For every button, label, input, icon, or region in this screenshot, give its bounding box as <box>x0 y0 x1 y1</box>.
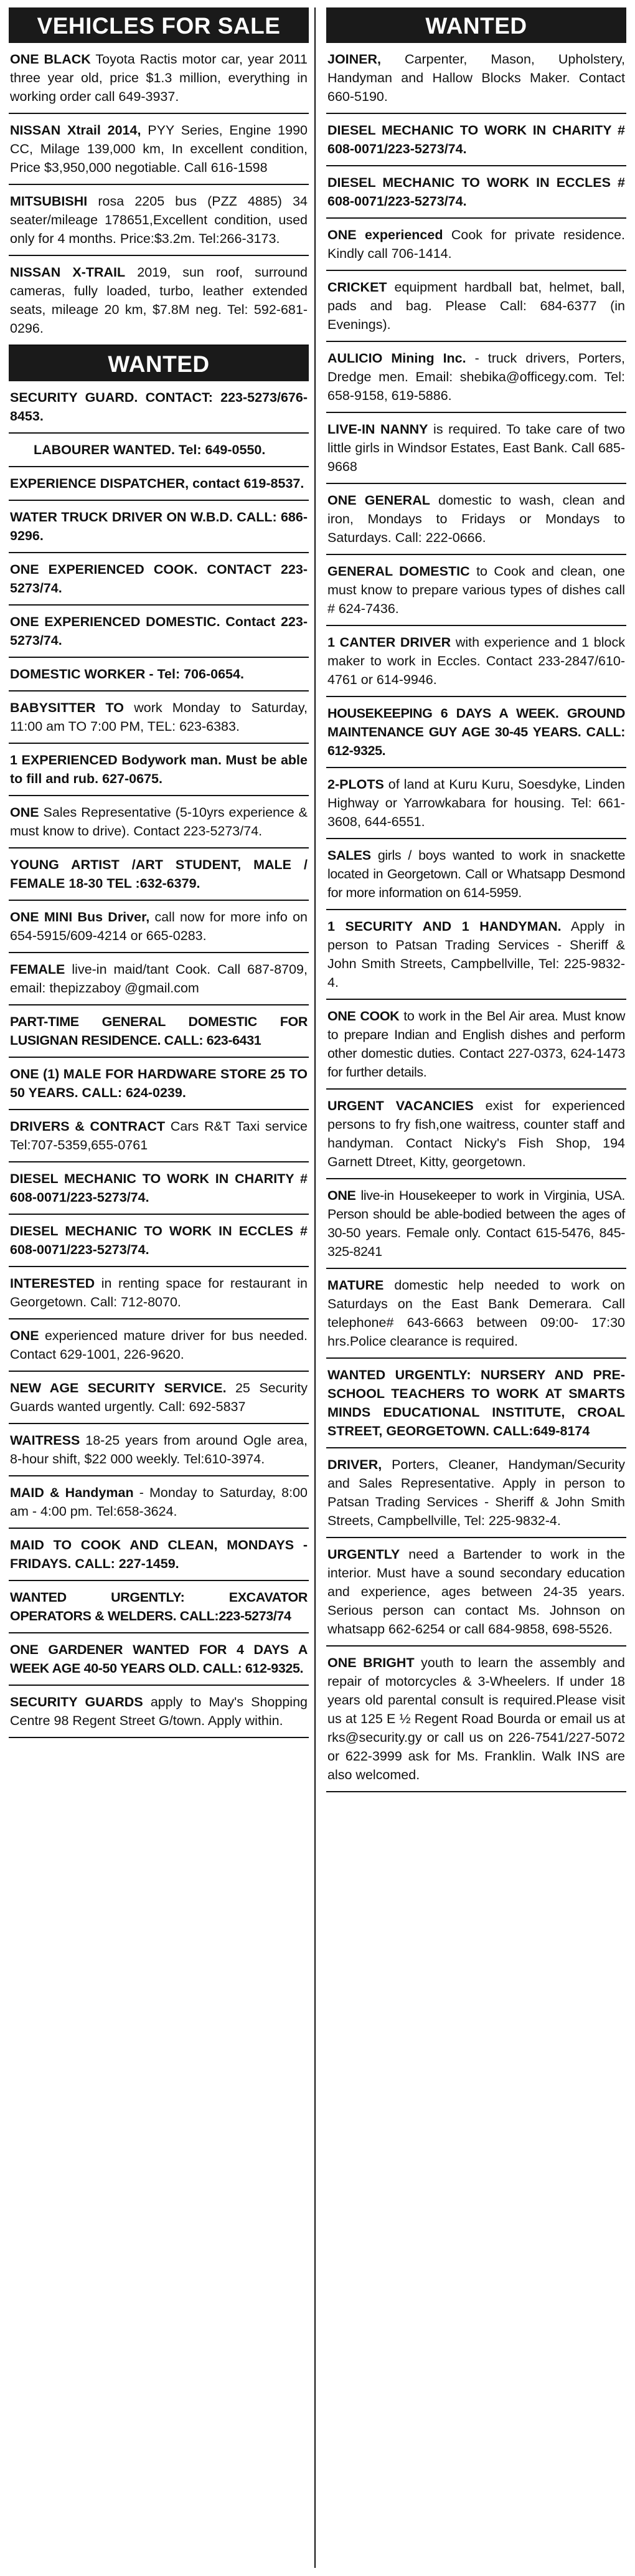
ad-body-text: call now for more info on 654-5915/609-4214 or 665-0283. <box>10 910 308 943</box>
ad-lead-text: YOUNG ARTIST /ART STUDENT, MALE / FEMALE 18-30 TEL :632-6379. <box>10 857 308 891</box>
ad-body-text: to work in the Bel Air area. Must know to prepare Indian and English dishes and perform other domestic duties. Contact 227-0373, 624-1473 for further details. <box>327 1009 625 1080</box>
ad-body-text: equipment hardball bat, helmet, ball, pads and bag. Please Call: 684-6377 (in Evenings). <box>327 280 625 332</box>
wanted-ad <box>326 1000 626 1090</box>
wanted-ad <box>326 484 626 555</box>
vehicles-list <box>9 43 309 346</box>
ad-lead-text: DRIVERS & CONTRACT <box>10 1119 166 1134</box>
vehicle-ad <box>9 43 309 114</box>
wanted-ad <box>9 744 309 796</box>
ad-lead-text: 1 EXPERIENCED Bodywork man. Must be able to fill and rub. 627-0675. <box>10 753 308 786</box>
wanted-ad <box>326 626 626 697</box>
wanted-ad <box>9 953 309 1005</box>
wanted-ad <box>9 848 309 901</box>
wanted-ad <box>9 501 309 553</box>
ad-body-text: 25 Security Guards wanted urgently. Call: 692-5837 <box>10 1381 308 1414</box>
wanted-ad <box>326 1538 626 1647</box>
left-column <box>9 7 309 1738</box>
ad-lead-text: DRIVER, <box>327 1457 382 1472</box>
vehicles-for-sale-header: VEHICLES FOR SALE <box>9 7 309 43</box>
wanted-ad <box>9 553 309 606</box>
ad-lead-text: INTERESTED <box>10 1276 95 1291</box>
ad-lead-text: ONE GARDENER WANTED FOR 4 DAYS A WEEK AGE 40-50 YEARS OLD. CALL: 612-9325. <box>10 1642 308 1676</box>
wanted-ad <box>326 1359 626 1448</box>
wanted-ad <box>326 1090 626 1179</box>
ad-body-text: PYY Series, Engine 1990 CC, Milage 139,000 km, In excellent condition, Price $3,950,000 negotiable. Call 616-1598 <box>10 123 308 175</box>
right-wanted-list <box>326 43 626 1792</box>
ad-body-text: domestic to wash, clean and iron, Mondays to Fridays or Mondays to Saturdays. Call: 222-0666. <box>327 493 625 545</box>
ad-lead-text: BABYSITTER TO <box>10 700 125 715</box>
wanted-ad <box>326 43 626 114</box>
wanted-ad <box>9 434 309 467</box>
ad-lead-text: ONE <box>10 805 39 820</box>
wanted-ad <box>326 271 626 342</box>
wanted-ad <box>326 413 626 484</box>
ad-body-text: rosa 2205 bus (PZZ 4885) 34 seater/mileage 178651,Excellent condition, used only for 4 months. Price:$3.2m. Tel:266-3173. <box>10 194 308 246</box>
ad-lead-text: 1 CANTER DRIVER <box>327 635 451 650</box>
wanted-ad <box>326 768 626 839</box>
column-divider <box>314 7 316 2568</box>
ad-lead-text: NISSAN X-TRAIL <box>10 265 126 280</box>
wanted-ad <box>326 1269 626 1359</box>
ad-body-text: Carpenter, Mason, Upholstery, Handyman and Hallow Blocks Maker. Contact 660-5190. <box>327 52 625 104</box>
ad-body-text: Apply in person to Patsan Trading Services - Sheriff & John Smith Streets, Campbellville, Tel: 225-9832-4. <box>327 919 625 990</box>
ad-body-text: need a Bartender to work in the interior. Must have a sound secondary education and experience, ages between 24-35 years. Serious person can contact Ms. Johnson on whatsapp 662-6254 or call 684-9858, 698-5526. <box>327 1547 625 1637</box>
wanted-ad <box>9 901 309 953</box>
ad-lead-text: EXPERIENCE DISPATCHER, contact 619-8537. <box>10 476 304 491</box>
wanted-ad <box>9 1005 309 1058</box>
ad-body-text: apply to May's Shopping Centre 98 Regent Street G/town. Apply within. <box>10 1694 308 1728</box>
wanted-ad <box>9 606 309 658</box>
ad-lead-text: ONE <box>327 1188 356 1203</box>
ad-lead-text: ONE BLACK <box>10 52 91 67</box>
wanted-ad <box>9 381 309 434</box>
ad-lead-text: DIESEL MECHANIC TO WORK IN CHARITY # 608-0071/223-5273/74. <box>327 123 625 156</box>
ad-lead-text: PART-TIME GENERAL DOMESTIC FOR LUSIGNAN RESIDENCE. CALL: 623-6431 <box>10 1014 308 1048</box>
wanted-ad <box>326 219 626 271</box>
ad-lead-text: LABOURER WANTED. Tel: 649-0550. <box>34 442 266 457</box>
ad-lead-text: URGENT VACANCIES <box>327 1098 474 1113</box>
vehicle-ad <box>9 256 309 346</box>
wanted-ad <box>9 692 309 744</box>
ad-body-text: - Monday to Saturday, 8:00 am - 4:00 pm. Tel:658-3624. <box>10 1485 308 1519</box>
ad-lead-text: WAITRESS <box>10 1433 80 1448</box>
wanted-ad <box>326 1647 626 1792</box>
ad-lead-text: SECURITY GUARDS <box>10 1694 143 1709</box>
left-wanted-header: WANTED <box>9 346 309 381</box>
wanted-ad <box>326 839 626 910</box>
wanted-ad <box>326 555 626 626</box>
wanted-ad <box>9 1058 309 1110</box>
left-wanted-list <box>9 381 309 1738</box>
ad-lead-text: SALES <box>327 848 371 863</box>
wanted-ad <box>326 910 626 1000</box>
ad-lead-text: 1 SECURITY AND 1 HANDYMAN. <box>327 919 562 934</box>
ad-lead-text: JOINER, <box>327 52 382 67</box>
ad-body-text: youth to learn the assembly and repair of motorcycles & 3-Wheelers. If under 18 years old parental consult is required.Please visit us at 125 E ½ Regent Road Bourda or email us at rks@security.gy or call us on 226-7541/227-5072 or 622-3999 ask for Ms. Franklin. Walk INS are also welcomed. <box>327 1655 625 1782</box>
wanted-ad <box>326 1179 626 1269</box>
ad-lead-text: WANTED URGENTLY: EXCAVATOR OPERATORS & WELDERS. CALL:223-5273/74 <box>10 1590 308 1623</box>
wanted-ad <box>326 342 626 413</box>
wanted-ad <box>9 1110 309 1162</box>
ad-body-text: experienced mature driver for bus needed. Contact 629-1001, 226-9620. <box>10 1328 308 1362</box>
wanted-ad <box>326 166 626 219</box>
wanted-ad <box>9 1215 309 1267</box>
ad-lead-text: ONE MINI Bus Driver, <box>10 910 150 924</box>
ad-body-text: - truck drivers, Porters, Dredge men. Email: shebika@officegy.com. Tel: 658-9158, 619-5886. <box>327 351 626 403</box>
wanted-ad <box>9 1686 309 1738</box>
wanted-ad <box>326 114 626 166</box>
ad-lead-text: MITSUBISHI <box>10 194 88 209</box>
wanted-ad <box>326 697 626 768</box>
ad-body-text: is required. To take care of two little girls in Windsor Estates, East Bank. Call 685-9668 <box>327 422 625 474</box>
ad-body-text: Cars R&T Taxi service Tel:707-5359,655-0761 <box>10 1119 308 1153</box>
ad-body-text: 18-25 years from around Ogle area, 8-hour shift, $22 000 weekly. Tel:610-3974. <box>10 1433 308 1466</box>
ad-body-text: live-in maid/tant Cook. Call 687-8709, email: thepizzaboy @gmail.com <box>10 962 308 996</box>
ad-body-text: Cook for private residence. Kindly call 706-1414. <box>327 227 626 261</box>
wanted-ad <box>9 1162 309 1215</box>
ad-lead-text: NISSAN Xtrail 2014, <box>10 123 141 138</box>
ad-body-text: girls / boys wanted to work in snackette located in Georgetown. Call or Whatsapp Desmond for more information on 614-5959. <box>327 848 625 900</box>
ad-body-text: live-in Housekeeper to work in Virginia, USA. Person should be able-bodied between the ages of 30-50 years. Female only. Contact 615-5476, 845-325-8241 <box>327 1188 625 1259</box>
ad-lead-text: 2-PLOTS <box>327 777 384 792</box>
ad-body-text: domestic help needed to work on Saturdays on the East Bank Demerara. Call telephone# 643-6663 between 09:00- 17:30 hrs.Police clearance is required. <box>327 1278 625 1349</box>
wanted-ad <box>9 1372 309 1424</box>
ad-body-text: in renting space for restaurant in Georgetown. Call: 712-8070. <box>10 1276 308 1309</box>
ad-lead-text: LIVE-IN NANNY <box>327 422 428 437</box>
wanted-ad <box>9 796 309 848</box>
ad-body-text: Toyota Ractis motor car, year 2011 three year old, price $1.3 million, everything in working order call 649-3937. <box>10 52 308 104</box>
ad-lead-text: WATER TRUCK DRIVER ON W.B.D. CALL: 686-9296. <box>10 510 308 543</box>
ad-lead-text: MAID & Handyman <box>10 1485 134 1500</box>
right-wanted-header: WANTED <box>326 7 626 43</box>
vehicle-ad <box>9 114 309 185</box>
wanted-ad <box>9 467 309 501</box>
ad-lead-text: ONE experienced <box>327 227 443 242</box>
ad-lead-text: ONE COOK <box>327 1009 400 1024</box>
ad-lead-text: AULICIO Mining Inc. <box>327 351 466 366</box>
ad-lead-text: FEMALE <box>10 962 65 977</box>
ad-body-text: Porters, Cleaner, Handyman/Security and Sales Representative. Apply in person to Patsan Trading Services - Sheriff & John Smith Streets, Campbellville, Tel: 225-9832-4. <box>327 1457 625 1528</box>
ad-lead-text: NEW AGE SECURITY SERVICE. <box>10 1381 227 1395</box>
ad-lead-text: ONE EXPERIENCED COOK. CONTACT 223-5273/74. <box>10 562 308 596</box>
ad-lead-text: URGENTLY <box>327 1547 400 1562</box>
wanted-ad <box>9 1319 309 1372</box>
ad-lead-text: MAID TO COOK AND CLEAN, MONDAYS - FRIDAYS. CALL: 227-1459. <box>10 1538 308 1571</box>
ad-body-text: 2019, sun roof, surround cameras, fully loaded, turbo, leather extended seats, mileage 20 km, $7.8M neg. Tel: 592-681-0296. <box>10 265 308 336</box>
ad-lead-text: DIESEL MECHANIC TO WORK IN ECCLES # 608-0071/223-5273/74. <box>327 175 625 209</box>
ad-lead-text: ONE GENERAL <box>327 493 430 508</box>
wanted-ad <box>9 1424 309 1476</box>
ad-lead-text: HOUSEKEEPING 6 DAYS A WEEK. GROUND MAINTENANCE GUY AGE 30-45 YEARS. CALL: 612-9325. <box>327 706 625 758</box>
wanted-ad <box>9 1267 309 1319</box>
ad-lead-text: MATURE <box>327 1278 384 1293</box>
ad-lead-text: ONE <box>10 1328 39 1343</box>
ad-lead-text: ONE BRIGHT <box>327 1655 415 1670</box>
ad-lead-text: GENERAL DOMESTIC <box>327 564 470 579</box>
ad-lead-text: ONE (1) MALE FOR HARDWARE STORE 25 TO 50 YEARS. CALL: 624-0239. <box>10 1067 308 1100</box>
wanted-ad <box>9 1581 309 1633</box>
ad-lead-text: SECURITY GUARD. CONTACT: 223-5273/676-8453. <box>10 390 308 424</box>
ad-lead-text: ONE EXPERIENCED DOMESTIC. Contact 223-5273/74. <box>10 614 308 648</box>
ad-body-text: Sales Representative (5-10yrs experience & must know to drive). Contact 223-5273/74. <box>10 805 308 839</box>
ad-body-text: to Cook and clean, one must know to prepare various types of dishes call # 624-7436. <box>327 564 625 616</box>
ad-body-text: of land at Kuru Kuru, Soesdyke, Linden Highway or Yarrowkabara for housing. Tel: 661-3608, 644-6551. <box>327 777 625 829</box>
wanted-ad <box>9 1529 309 1581</box>
wanted-ad <box>9 1633 309 1686</box>
ad-body-text: work Monday to Saturday, 11:00 am TO 7:00 PM, TEL: 623-6383. <box>10 700 308 734</box>
right-column <box>326 7 626 1792</box>
wanted-ad <box>9 658 309 692</box>
wanted-ad <box>326 1448 626 1538</box>
ad-lead-text: DIESEL MECHANIC TO WORK IN CHARITY # 608-0071/223-5273/74. <box>10 1171 308 1205</box>
ad-lead-text: DOMESTIC WORKER - Tel: 706-0654. <box>10 667 244 682</box>
vehicle-ad <box>9 185 309 256</box>
ad-lead-text: CRICKET <box>327 280 387 295</box>
ad-lead-text: DIESEL MECHANIC TO WORK IN ECCLES # 608-0071/223-5273/74. <box>10 1224 308 1257</box>
ad-body-text: with experience and 1 block maker to work in Eccles. Contact 233-2847/610-4761 or 614-9946. <box>327 635 625 687</box>
wanted-ad <box>9 1476 309 1529</box>
ad-lead-text: WANTED URGENTLY: NURSERY AND PRE-SCHOOL TEACHERS TO WORK AT SMARTS MINDS EDUCATIONAL INSTITUTE, CROAL STREET, GEORGETOWN. CALL:649-8174 <box>327 1367 625 1438</box>
ad-body-text: exist for experienced persons to fry fish,one waitress, counter staff and handyman. Contact Nicky's Fish Shop, 194 Garnett Dtreet, Kitty, georgetown. <box>327 1098 625 1169</box>
